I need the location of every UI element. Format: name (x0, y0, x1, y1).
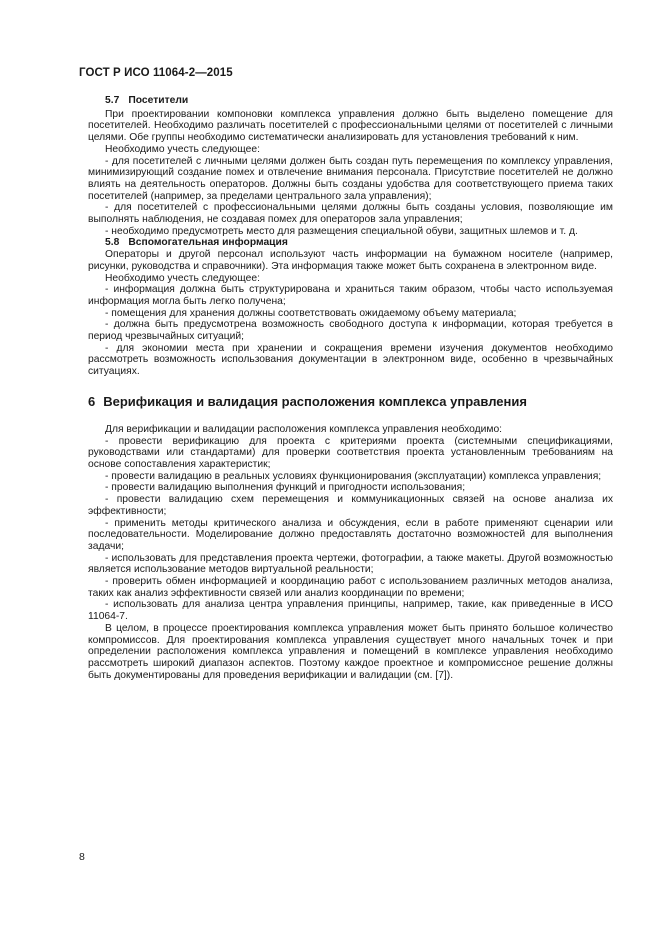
list-item: - применить методы критического анализа и обсуждения, если в работе применяют сценарии или последовательности. Моделирование должно предоставлять достаточно возможностей для выполнения задачи; (88, 517, 613, 552)
page-number: 8 (79, 851, 85, 863)
subsection-heading-5-8 (88, 237, 613, 249)
list-item: - использовать для анализа центра управления принципы, например, такие, как приведенные в ИСО 11064-7. (88, 599, 613, 623)
paragraph: В целом, в процессе проектирования комплекса управления может быть принято большое количество компромиссов. Для проектирования комплекса управления существует много начальных точек и при определении расположения комплекса управления и помещений в комплексе управления необходимо рассмотреть широкий диапазон аспектов. Поэтому каждое проектное и компромиссное решение должны быть документированы для проведения верификации и валидации (см. [7]). (88, 622, 613, 681)
document-body (88, 95, 613, 681)
list-item: - помещения для хранения должны соответствовать ожидаемому объему материала; (105, 307, 517, 319)
paragraph: При проектировании компоновки комплекса управления должно быть выделено помещение для посетителей. Необходимо различать посетителей с профессиональными целями от посетителей с личными целями. Обе группы необходимо систематически анализировать для установления требований к ним. (88, 108, 613, 144)
paragraph: Необходимо учесть следующее: (105, 143, 260, 155)
section-title: Верификация и валидация расположения комплекса управления (103, 393, 527, 409)
list-item: - для экономии места при хранении и сокращения времени изучения документов необходимо рассмотреть возможность использования документации в электронном виде, особенно в чрезвычайных ситуациях. (88, 342, 613, 378)
list-item: - для посетителей с профессиональными целями должны быть созданы условия, позволяющие им выполнять наблюдения, не создавая помех для операторов зала управления; (88, 202, 613, 226)
subsection-number: 5.7 (105, 95, 120, 106)
list-item: - необходимо предусмотреть место для размещения специальной обуви, защитных шлемов и т. д. (105, 225, 578, 237)
list-item: - должна быть предусмотрена возможность свободного доступа к информации, которая требуется в период чрезвычайных ситуаций; (88, 319, 613, 343)
subsection-title: Посетители (128, 95, 189, 106)
list-item: - провести валидацию в реальных условиях функционирования (эксплуатации) комплекса управления; (105, 470, 602, 482)
list-item: - провести валидацию выполнения функций и пригодности использования; (105, 482, 466, 494)
paragraph: Операторы и другой персонал используют часть информации на бумажном носителе (например, рисунки, руководства и справочники). Эта информация также может быть сохранена в электронном виде. (88, 249, 613, 272)
subsection-title: Вспомогательная информация (128, 237, 288, 249)
paragraph: Для верификации и валидации расположения комплекса управления необходимо: (105, 423, 503, 435)
document-header: ГОСТ Р ИСО 11064-2—2015 (79, 67, 233, 79)
list-item: - использовать для представления проекта чертежи, фотографии, а также макеты. Другой возможностью является использование методов виртуальной реальности; (88, 552, 613, 576)
list-item: - для посетителей с личными целями должен быть создан путь перемещения по комплексу управления, минимизирующий создание помех и отвлечение внимания персонала. Присутствие посетителей не должно влиять на деятельность операторов. Должны быть созданы удобства для соответствующего приема таких посетителей (например, за пределами центрального зала управления); (88, 155, 613, 202)
subsection-number: 5.8 (105, 237, 120, 249)
section-number: 6 (88, 393, 96, 409)
subsection-heading-5-7 (88, 95, 613, 107)
section-heading-6 (88, 394, 613, 410)
list-item: - провести верификацию для проекта с критериями проекта (системными спецификациями, руководствами или стандартами) для проверки соответствия проекта установленным требованиям на основе сопоставления характеристик; (88, 435, 613, 470)
list-item: - информация должна быть структурирована и храниться таким образом, чтобы часто используемая информация могла быть легко получена; (88, 284, 613, 307)
paragraph: Необходимо учесть следующее: (105, 272, 260, 284)
list-item: - провести валидацию схем перемещения и коммуникационных связей на основе анализа их эффективности; (88, 494, 613, 517)
list-item: - проверить обмен информацией и координацию работ с использованием различных методов анализа, таких как анализ эффективности связей или анализ координации по времени; (88, 576, 613, 599)
